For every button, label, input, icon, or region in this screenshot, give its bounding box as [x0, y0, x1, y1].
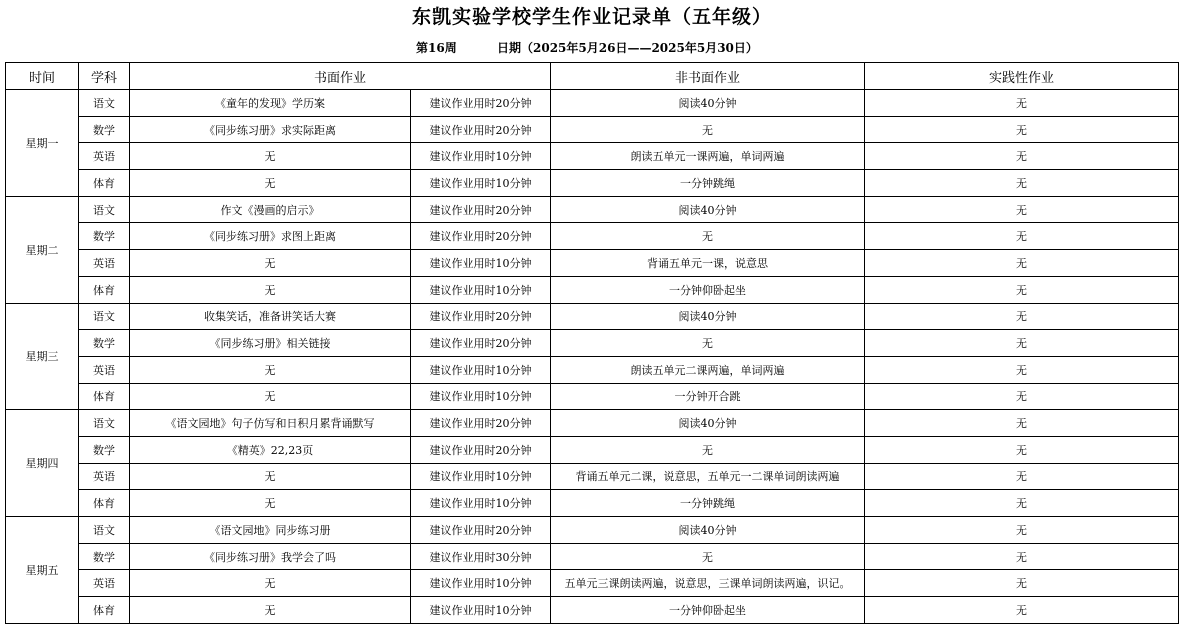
subject-cell: 语文 [79, 303, 130, 330]
non-written-homework-cell: 阅读40分钟 [551, 410, 865, 437]
subject-cell: 英语 [79, 143, 130, 170]
practical-homework-cell: 无 [865, 143, 1179, 170]
non-written-homework-cell: 无 [551, 330, 865, 357]
subject-cell: 数学 [79, 223, 130, 250]
subject-cell: 体育 [79, 383, 130, 410]
non-written-homework-cell: 无 [551, 223, 865, 250]
suggested-time-cell: 建议作业用时20分钟 [411, 303, 551, 330]
written-homework-cell: 无 [130, 570, 411, 597]
practical-homework-cell: 无 [865, 517, 1179, 544]
table-row [6, 116, 1179, 143]
table-row [6, 330, 1179, 357]
subject-cell: 语文 [79, 90, 130, 117]
practical-homework-cell: 无 [865, 330, 1179, 357]
day-cell: 星期五 [6, 517, 79, 624]
practical-homework-cell: 无 [865, 276, 1179, 303]
subtitle-line [0, 39, 1184, 55]
practical-homework-cell: 无 [865, 196, 1179, 223]
table-row [6, 410, 1179, 437]
non-written-homework-cell: 背诵五单元一课，说意思 [551, 250, 865, 277]
table-row [6, 570, 1179, 597]
day-cell: 星期四 [6, 410, 79, 517]
table-row [6, 436, 1179, 463]
homework-table [5, 62, 1179, 624]
header-practical: 实践性作业 [865, 63, 1179, 90]
suggested-time-cell: 建议作业用时10分钟 [411, 383, 551, 410]
table-row [6, 356, 1179, 383]
table-row [6, 250, 1179, 277]
table-row [6, 463, 1179, 490]
suggested-time-cell: 建议作业用时10分钟 [411, 597, 551, 624]
suggested-time-cell: 建议作业用时10分钟 [411, 276, 551, 303]
practical-homework-cell: 无 [865, 303, 1179, 330]
practical-homework-cell: 无 [865, 463, 1179, 490]
non-written-homework-cell: 背诵五单元二课，说意思，五单元一二课单词朗读两遍 [551, 463, 865, 490]
suggested-time-cell: 建议作业用时30分钟 [411, 543, 551, 570]
subject-cell: 英语 [79, 356, 130, 383]
non-written-homework-cell: 无 [551, 436, 865, 463]
suggested-time-cell: 建议作业用时20分钟 [411, 223, 551, 250]
non-written-homework-cell: 一分钟跳绳 [551, 170, 865, 197]
practical-homework-cell: 无 [865, 223, 1179, 250]
subject-cell: 语文 [79, 196, 130, 223]
non-written-homework-cell: 朗读五单元二课两遍，单词两遍 [551, 356, 865, 383]
subject-cell: 数学 [79, 543, 130, 570]
practical-homework-cell: 无 [865, 383, 1179, 410]
written-homework-cell: 《精英》22,23页 [130, 436, 411, 463]
day-cell: 星期一 [6, 90, 79, 197]
practical-homework-cell: 无 [865, 90, 1179, 117]
date-range: 日期（2025年5月26日——2025年5月30日） [497, 41, 758, 55]
subject-cell: 体育 [79, 597, 130, 624]
table-row [6, 383, 1179, 410]
suggested-time-cell: 建议作业用时20分钟 [411, 116, 551, 143]
written-homework-cell: 无 [130, 383, 411, 410]
written-homework-cell: 《语文园地》同步练习册 [130, 517, 411, 544]
table-row [6, 490, 1179, 517]
non-written-homework-cell: 五单元三课朗读两遍，说意思，三课单词朗读两遍，识记。 [551, 570, 865, 597]
practical-homework-cell: 无 [865, 250, 1179, 277]
suggested-time-cell: 建议作业用时20分钟 [411, 196, 551, 223]
subject-cell: 体育 [79, 170, 130, 197]
subject-cell: 语文 [79, 517, 130, 544]
non-written-homework-cell: 阅读40分钟 [551, 517, 865, 544]
suggested-time-cell: 建议作业用时10分钟 [411, 463, 551, 490]
subject-cell: 英语 [79, 463, 130, 490]
subject-cell: 数学 [79, 116, 130, 143]
non-written-homework-cell: 无 [551, 543, 865, 570]
table-row [6, 170, 1179, 197]
suggested-time-cell: 建议作业用时20分钟 [411, 436, 551, 463]
practical-homework-cell: 无 [865, 570, 1179, 597]
written-homework-cell: 《同步练习册》我学会了吗 [130, 543, 411, 570]
subject-cell: 语文 [79, 410, 130, 437]
non-written-homework-cell: 无 [551, 116, 865, 143]
written-homework-cell: 《同步练习册》求图上距离 [130, 223, 411, 250]
practical-homework-cell: 无 [865, 597, 1179, 624]
table-row [6, 597, 1179, 624]
table-row [6, 543, 1179, 570]
practical-homework-cell: 无 [865, 436, 1179, 463]
week-label: 第16周 [416, 41, 457, 55]
suggested-time-cell: 建议作业用时10分钟 [411, 490, 551, 517]
table-row [6, 276, 1179, 303]
table-row [6, 303, 1179, 330]
practical-homework-cell: 无 [865, 490, 1179, 517]
subject-cell: 英语 [79, 250, 130, 277]
suggested-time-cell: 建议作业用时20分钟 [411, 330, 551, 357]
table-row [6, 223, 1179, 250]
written-homework-cell: 收集笑话，准备讲笑话大赛 [130, 303, 411, 330]
practical-homework-cell: 无 [865, 170, 1179, 197]
table-row [6, 517, 1179, 544]
written-homework-cell: 《同步练习册》相关链接 [130, 330, 411, 357]
written-homework-cell: 作文《漫画的启示》 [130, 196, 411, 223]
subject-cell: 数学 [79, 436, 130, 463]
written-homework-cell: 《同步练习册》求实际距离 [130, 116, 411, 143]
suggested-time-cell: 建议作业用时10分钟 [411, 356, 551, 383]
suggested-time-cell: 建议作业用时10分钟 [411, 143, 551, 170]
subject-cell: 体育 [79, 490, 130, 517]
suggested-time-cell: 建议作业用时10分钟 [411, 570, 551, 597]
header-time: 时间 [6, 63, 79, 90]
non-written-homework-cell: 阅读40分钟 [551, 90, 865, 117]
suggested-time-cell: 建议作业用时20分钟 [411, 90, 551, 117]
practical-homework-cell: 无 [865, 116, 1179, 143]
header-non-written: 非书面作业 [551, 63, 865, 90]
day-cell: 星期三 [6, 303, 79, 410]
written-homework-cell: 《童年的发现》学历案 [130, 90, 411, 117]
written-homework-cell: 无 [130, 170, 411, 197]
header-written: 书面作业 [130, 63, 551, 90]
non-written-homework-cell: 阅读40分钟 [551, 196, 865, 223]
written-homework-cell: 无 [130, 356, 411, 383]
non-written-homework-cell: 朗读五单元一课两遍，单词两遍 [551, 143, 865, 170]
written-homework-cell: 无 [130, 250, 411, 277]
practical-homework-cell: 无 [865, 356, 1179, 383]
suggested-time-cell: 建议作业用时20分钟 [411, 517, 551, 544]
subject-cell: 英语 [79, 570, 130, 597]
written-homework-cell: 无 [130, 276, 411, 303]
practical-homework-cell: 无 [865, 410, 1179, 437]
non-written-homework-cell: 阅读40分钟 [551, 303, 865, 330]
table-body [6, 90, 1179, 624]
written-homework-cell: 无 [130, 597, 411, 624]
document-title: 东凯实验学校学生作业记录单（五年级） [411, 6, 772, 28]
non-written-homework-cell: 一分钟仰卧起坐 [551, 597, 865, 624]
header-subject: 学科 [79, 63, 130, 90]
table-row [6, 143, 1179, 170]
header-row [6, 63, 1179, 90]
table-row [6, 90, 1179, 117]
written-homework-cell: 无 [130, 143, 411, 170]
non-written-homework-cell: 一分钟跳绳 [551, 490, 865, 517]
practical-homework-cell: 无 [865, 543, 1179, 570]
written-homework-cell: 《语文园地》句子仿写和日积月累背诵默写 [130, 410, 411, 437]
suggested-time-cell: 建议作业用时10分钟 [411, 170, 551, 197]
subject-cell: 数学 [79, 330, 130, 357]
written-homework-cell: 无 [130, 463, 411, 490]
non-written-homework-cell: 一分钟开合跳 [551, 383, 865, 410]
suggested-time-cell: 建议作业用时10分钟 [411, 250, 551, 277]
written-homework-cell: 无 [130, 490, 411, 517]
subject-cell: 体育 [79, 276, 130, 303]
day-cell: 星期二 [6, 196, 79, 303]
non-written-homework-cell: 一分钟仰卧起坐 [551, 276, 865, 303]
table-row [6, 196, 1179, 223]
suggested-time-cell: 建议作业用时20分钟 [411, 410, 551, 437]
